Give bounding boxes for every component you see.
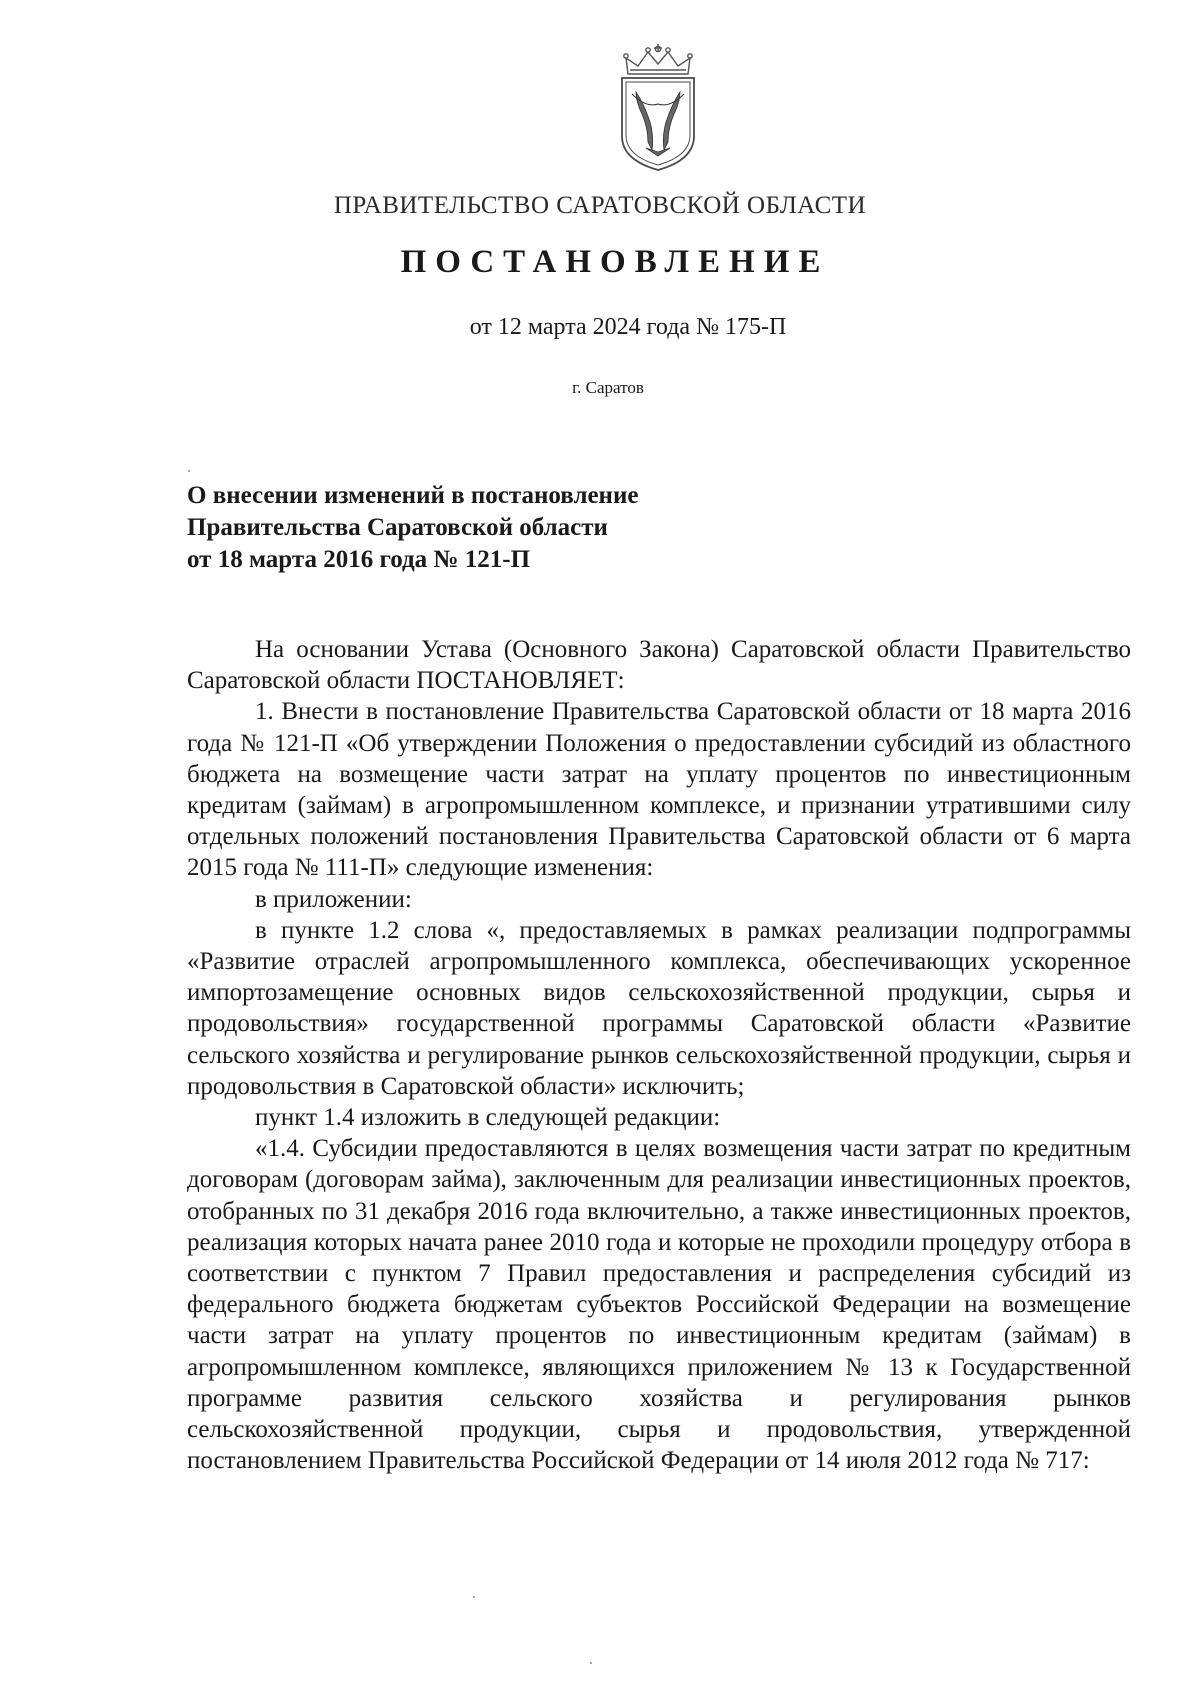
paragraph-clause-1-4-text: «1.4. Субсидии предоставляются в целях возмещения части затрат по кредитным договорам (договорам займа), заключенным для реализации инвестиционных проектов, отобранных по 31 декабря 2016 года включительно, а также инвестиционных проектов, реализация которых начата ранее 2010 года и которые не проходили процедуру отбора в соответствии с пунктом 7 Правил предоставления и распределения субсидий из федерального бюджета бюджетам субъектов Российской Федерации на возмещение части затрат на уплату процентов по инвестиционным кредитам (займам) в агропромышленном комплексе, являющихся приложением № 13 к Государственной программе развития сельского хозяйства и регулирования рынков сельскохозяйственной продукции, сырья и продовольствия, утвержденной постановлением Правительства Российской Федерации от 14 июля 2012 года № 717: xyxy=(187,1135,1131,1475)
scan-speck xyxy=(590,1662,592,1664)
document-body xyxy=(187,634,1131,1476)
government-name: ПРАВИТЕЛЬСТВО САРАТОВСКОЙ ОБЛАСТИ xyxy=(333,192,867,219)
saratov-coat-of-arms-icon xyxy=(616,44,700,172)
subject-line-3: от 18 марта 2016 года № 121-П xyxy=(187,546,531,573)
paragraph-clause-1-4-intro: пункт 1.4 изложить в следующей редакции: xyxy=(255,1104,721,1132)
document-type: ПОСТАНОВЛЕНИЕ xyxy=(400,244,830,280)
document-subject xyxy=(187,480,638,576)
paragraph-in-appendix: в приложении: xyxy=(255,885,412,913)
subject-line-2: Правительства Саратовской области xyxy=(187,514,608,541)
scan-speck xyxy=(473,1596,475,1598)
document-city: г. Саратов xyxy=(572,378,644,397)
document-date-number: от 12 марта 2024 года № 175-П xyxy=(469,314,787,340)
scan-speck xyxy=(188,470,190,472)
paragraph-clause-1-2: в пункте 1.2 слова «, предоставляемых в рамках реализации подпрограммы «Развитие отраслей агропромышленного комплекса, обеспечивающих ускоренное импортозамещение основных видов сельскохозяйственной продукции, сырья и продовольствия» государственной программы Саратовской области «Развитие сельского хозяйства и регулирование рынков сельскохозяйственной продукции, сырья и продовольствия в Саратовской области» исключить; xyxy=(187,916,1131,1100)
paragraph-item-1: 1. Внести в постановление Правительства Саратовской области от 18 марта 2016 года № 121-П «Об утверждении Положения о предоставлении субсидий из областного бюджета на возмещение части затрат на уплату процентов по инвестиционным кредитам (займам) в агропромышленном комплексе, и признании утратившими силу отдельных положений постановления Правительства Саратовской области от 6 марта 2015 года № 111-П» следующие изменения: xyxy=(187,698,1131,882)
paragraph-preamble: На основании Устава (Основного Закона) Саратовской области Правительство Саратовской области ПОСТАНОВЛЯЕТ: xyxy=(187,636,1131,695)
subject-line-1: О внесении изменений в постановление xyxy=(187,482,639,509)
